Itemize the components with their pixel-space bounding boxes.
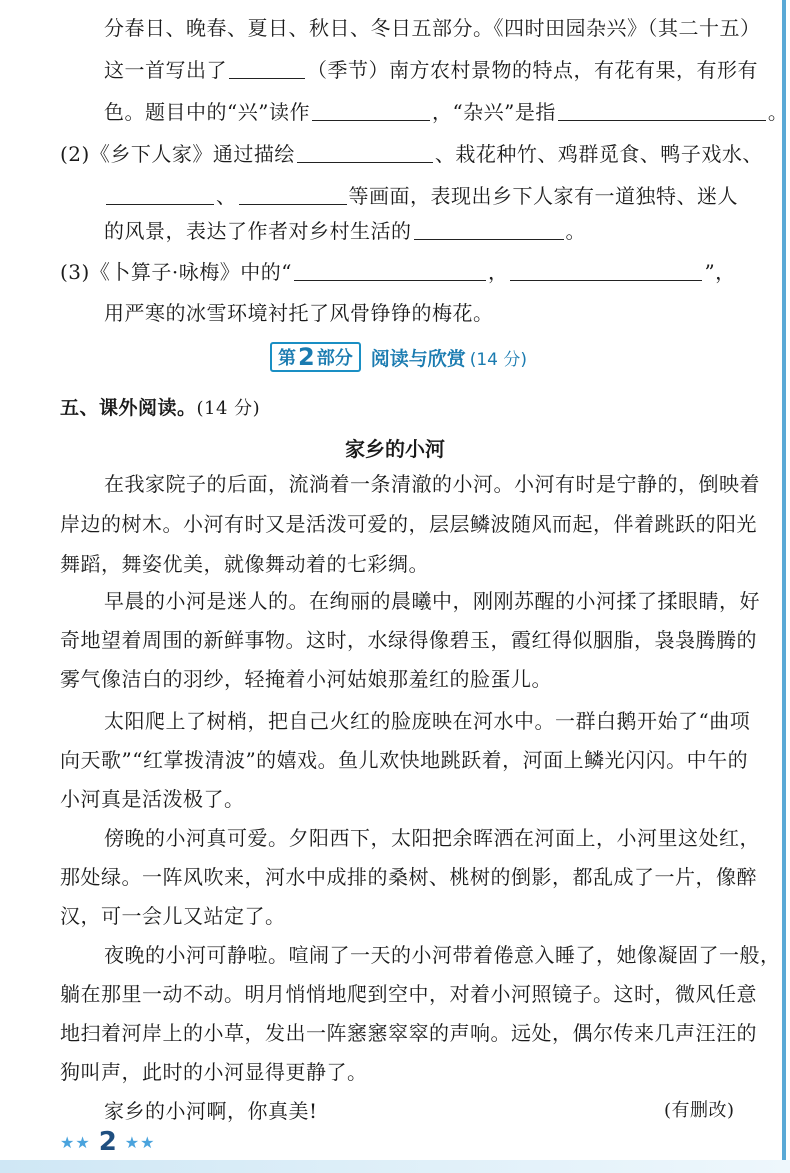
q1-line-1: 分春日、晚春、夏日、秋日、冬日五部分。《四时田园杂兴》（其二十五） xyxy=(104,16,761,40)
q3-line-2: 用严寒的冰雪环境衬托了风骨铮铮的梅花。 xyxy=(104,301,494,325)
page-number: 2 xyxy=(98,1127,117,1157)
section-title: 阅读与欣赏 xyxy=(370,347,466,370)
q1-line-2a: 这一首写出了 xyxy=(104,58,227,82)
q2-line-2 xyxy=(104,182,738,210)
section-prefix: 第 xyxy=(278,348,296,369)
bottom-bar xyxy=(0,1160,790,1173)
blank-season[interactable] xyxy=(229,58,305,79)
q1-line-3a: 色。题目中的“兴”读作 xyxy=(104,100,310,124)
blank-scene-3[interactable] xyxy=(239,184,347,205)
q2-line-1 xyxy=(60,140,763,168)
article-line: 向天歌”“红掌拨清波”的嬉戏。鱼儿欢快地跳跃着，河面上鳞光闪闪。中午的 xyxy=(60,748,749,772)
section-score: (14 分) xyxy=(469,349,528,370)
article-line: 早晨的小河是迷人的。在绚丽的晨曦中，刚刚苏醒的小河揉了揉眼睛，好 xyxy=(104,589,760,613)
q3-line-1a: 《卜算子·咏梅》中的“ xyxy=(89,260,292,284)
q1-line-2 xyxy=(104,56,758,84)
article-line: 在我家院子的后面，流淌着一条清澈的小河。小河有时是宁静的，倒映着 xyxy=(104,472,760,496)
article-line: 躺在那里一动不动。明月悄悄地爬到空中，对着小河照镜子。这时，微风任意 xyxy=(60,982,757,1006)
q3-line-1b: ， xyxy=(487,260,509,284)
article-line: 岸边的树木。小河有时又是活泼可爱的，层层鳞波随风而起，伴着跳跃的阳光 xyxy=(60,512,757,536)
article-line: 舞蹈，舞姿优美，就像舞动着的七彩绸。 xyxy=(60,552,429,576)
blank-meaning[interactable] xyxy=(558,100,766,121)
question-5-heading xyxy=(60,393,260,423)
article-note: (有删改) xyxy=(664,1100,735,1121)
q1-line-3c: 。 xyxy=(767,100,789,124)
page-footer xyxy=(60,1124,155,1160)
article-line: 家乡的小河啊，你真美! xyxy=(104,1099,318,1123)
q2-label: (2) xyxy=(60,142,90,166)
q2-line-3b: 。 xyxy=(565,219,586,243)
blank-poem-1[interactable] xyxy=(294,260,486,281)
q2-line-2a: 、 xyxy=(216,184,237,208)
article-line: 地扫着河岸上的小草，发出一阵窸窸窣窣的声响。远处，偶尔传来几声汪汪的 xyxy=(60,1021,757,1045)
q1-line-3 xyxy=(104,98,788,126)
q2-line-2b: 等画面，表现出乡下人家有一道独特、迷人 xyxy=(348,184,738,208)
blank-scene-2[interactable] xyxy=(106,184,214,205)
q2-line-3a: 的风景，表达了作者对乡村生活的 xyxy=(104,219,412,243)
section-number: 2 xyxy=(298,343,315,371)
star-icon: ★★ xyxy=(60,1132,91,1152)
q3-label: (3) xyxy=(60,260,90,284)
article-line: 傍晚的小河真可爱。夕阳西下，太阳把余晖洒在河面上，小河里这处红， xyxy=(104,826,760,850)
article-line: 夜晚的小河可静啦。喧闹了一天的小河带着倦意入睡了，她像凝固了一般， xyxy=(104,943,781,967)
article-line: 雾气像洁白的羽纱，轻掩着小河姑娘那羞红的脸蛋儿。 xyxy=(60,667,552,691)
article-line: 奇地望着周围的新鲜事物。这时，水绿得像碧玉，霞红得似胭脂，袅袅腾腾的 xyxy=(60,628,757,652)
article-title: 家乡的小河 xyxy=(345,437,445,461)
q5-score: (14 分) xyxy=(196,398,261,419)
q2-line-3 xyxy=(104,217,586,245)
q1-line-2b: （季节）南方农村景物的特点，有花有果，有形有 xyxy=(307,58,758,82)
article-line: 太阳爬上了树梢，把自己火红的脸庞映在河水中。一群白鹅开始了“曲项 xyxy=(104,709,751,733)
article-line: 那处绿。一阵风吹来，河水中成排的桑树、桃树的倒影，都乱成了一片，像醉 xyxy=(60,865,757,889)
blank-poem-2[interactable] xyxy=(510,260,702,281)
article-line: 小河真是活泼极了。 xyxy=(60,787,245,811)
blank-feeling[interactable] xyxy=(414,219,564,240)
article-line: 汉，可一会儿又站定了。 xyxy=(60,904,286,928)
blank-pronunciation[interactable] xyxy=(312,100,430,121)
star-icon: ★★ xyxy=(124,1132,156,1152)
q2-line-1a: 《乡下人家》通过描绘 xyxy=(89,142,295,166)
section-badge xyxy=(270,342,361,372)
q3-line-1c: ”， xyxy=(704,260,736,284)
section-banner xyxy=(270,341,527,373)
q5-heading-text: 五、课外阅读。 xyxy=(60,397,197,419)
article-line: 狗叫声，此时的小河显得更静了。 xyxy=(60,1060,368,1084)
section-suffix: 部分 xyxy=(316,348,353,369)
q1-line-3b: ，“杂兴”是指 xyxy=(431,100,556,124)
blank-scene-1[interactable] xyxy=(297,142,433,163)
q3-line-1 xyxy=(60,258,736,286)
q2-line-1b: 、栽花种竹、鸡群觅食、鸭子戏水、 xyxy=(434,142,763,166)
